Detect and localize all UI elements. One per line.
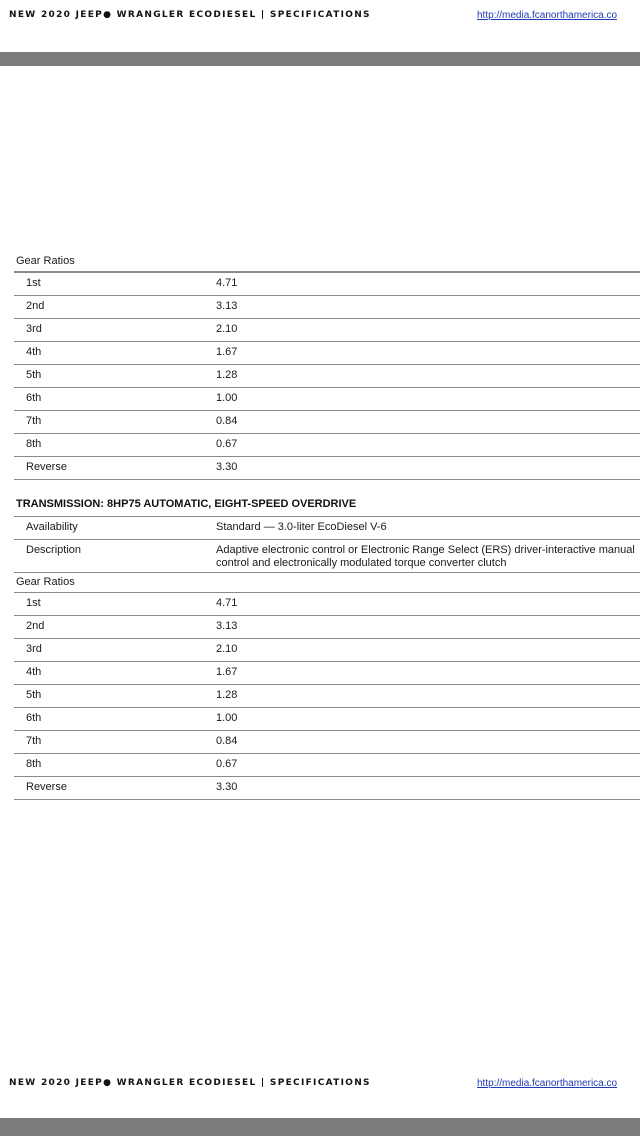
table-row (14, 319, 640, 342)
row-value: 3.30 (216, 461, 238, 473)
gear-ratios-group-label (14, 252, 640, 272)
row-value: 4.71 (216, 597, 238, 609)
row-label: 5th (26, 369, 42, 381)
row-label: 1st (26, 277, 41, 289)
row-label: 6th (26, 392, 42, 404)
row-value: 1.00 (216, 712, 238, 724)
gear-ratios-group-label (14, 573, 640, 593)
table-row (14, 296, 640, 319)
row-value: 1.28 (216, 369, 238, 381)
availability-value: Standard — 3.0-liter EcoDiesel V-6 (216, 521, 387, 533)
table-row (14, 388, 640, 411)
row-value: 1.67 (216, 666, 238, 678)
page-footer (0, 1068, 640, 1098)
transmission-spec-table (14, 516, 640, 800)
transmission-section-title: TRANSMISSION: 8HP75 AUTOMATIC, EIGHT-SPEED OVERDRIVE (16, 498, 357, 510)
table-row (14, 272, 640, 296)
description-value: Adaptive electronic control or Electronic Range Select (ERS) driver-interactive manual control and electronically modulated torque converter clutch (216, 544, 635, 569)
footer-band (0, 1118, 640, 1136)
gear-ratios-table-1 (14, 252, 640, 480)
row-label: 3rd (26, 643, 42, 655)
table-row (14, 731, 640, 754)
row-label: 1st (26, 597, 41, 609)
table-row (14, 434, 640, 457)
row-value: 3.13 (216, 620, 238, 632)
row-value: 0.84 (216, 735, 238, 747)
table-row (14, 708, 640, 731)
row-label: Reverse (26, 781, 67, 793)
row-label: 8th (26, 758, 42, 770)
availability-label: Availability (26, 521, 78, 533)
row-value: 1.67 (216, 346, 238, 358)
page-header (0, 0, 640, 30)
group-label-text: Gear Ratios (16, 255, 75, 267)
row-value: 0.67 (216, 438, 238, 450)
row-label: 8th (26, 438, 42, 450)
description-row (14, 540, 640, 573)
table-row (14, 616, 640, 639)
footer-url-link[interactable]: http://media.fcanorthamerica.co (477, 1078, 618, 1089)
row-label: 4th (26, 666, 42, 678)
header-title: NEW 2020 JEEP● WRANGLER ECODIESEL | SPECIFICATIONS (9, 10, 371, 20)
row-value: 3.13 (216, 300, 238, 312)
row-label: 2nd (26, 620, 45, 632)
row-value: 2.10 (216, 643, 238, 655)
header-band (0, 52, 640, 66)
table-row (14, 685, 640, 708)
row-value: 1.28 (216, 689, 238, 701)
table-row (14, 754, 640, 777)
row-value: 1.00 (216, 392, 238, 404)
row-value: 0.67 (216, 758, 238, 770)
availability-row (14, 517, 640, 540)
header-url-link[interactable]: http://media.fcanorthamerica.co (477, 10, 618, 21)
row-value: 0.84 (216, 415, 238, 427)
row-label: 7th (26, 735, 42, 747)
row-value: 4.71 (216, 277, 238, 289)
row-label: 3rd (26, 323, 42, 335)
row-label: 5th (26, 689, 42, 701)
footer-title: NEW 2020 JEEP● WRANGLER ECODIESEL | SPECIFICATIONS (9, 1078, 371, 1088)
table-row (14, 411, 640, 434)
row-label: 2nd (26, 300, 45, 312)
table-row (14, 593, 640, 616)
row-label: 6th (26, 712, 42, 724)
row-label: 7th (26, 415, 42, 427)
table-row (14, 777, 640, 800)
table-row (14, 342, 640, 365)
row-label: Reverse (26, 461, 67, 473)
row-value: 3.30 (216, 781, 238, 793)
table-row (14, 662, 640, 685)
row-label: 4th (26, 346, 42, 358)
table-row (14, 639, 640, 662)
table-row (14, 365, 640, 388)
description-label: Description (26, 544, 82, 556)
row-value: 2.10 (216, 323, 238, 335)
table-row (14, 457, 640, 480)
group-label-text: Gear Ratios (16, 576, 75, 588)
